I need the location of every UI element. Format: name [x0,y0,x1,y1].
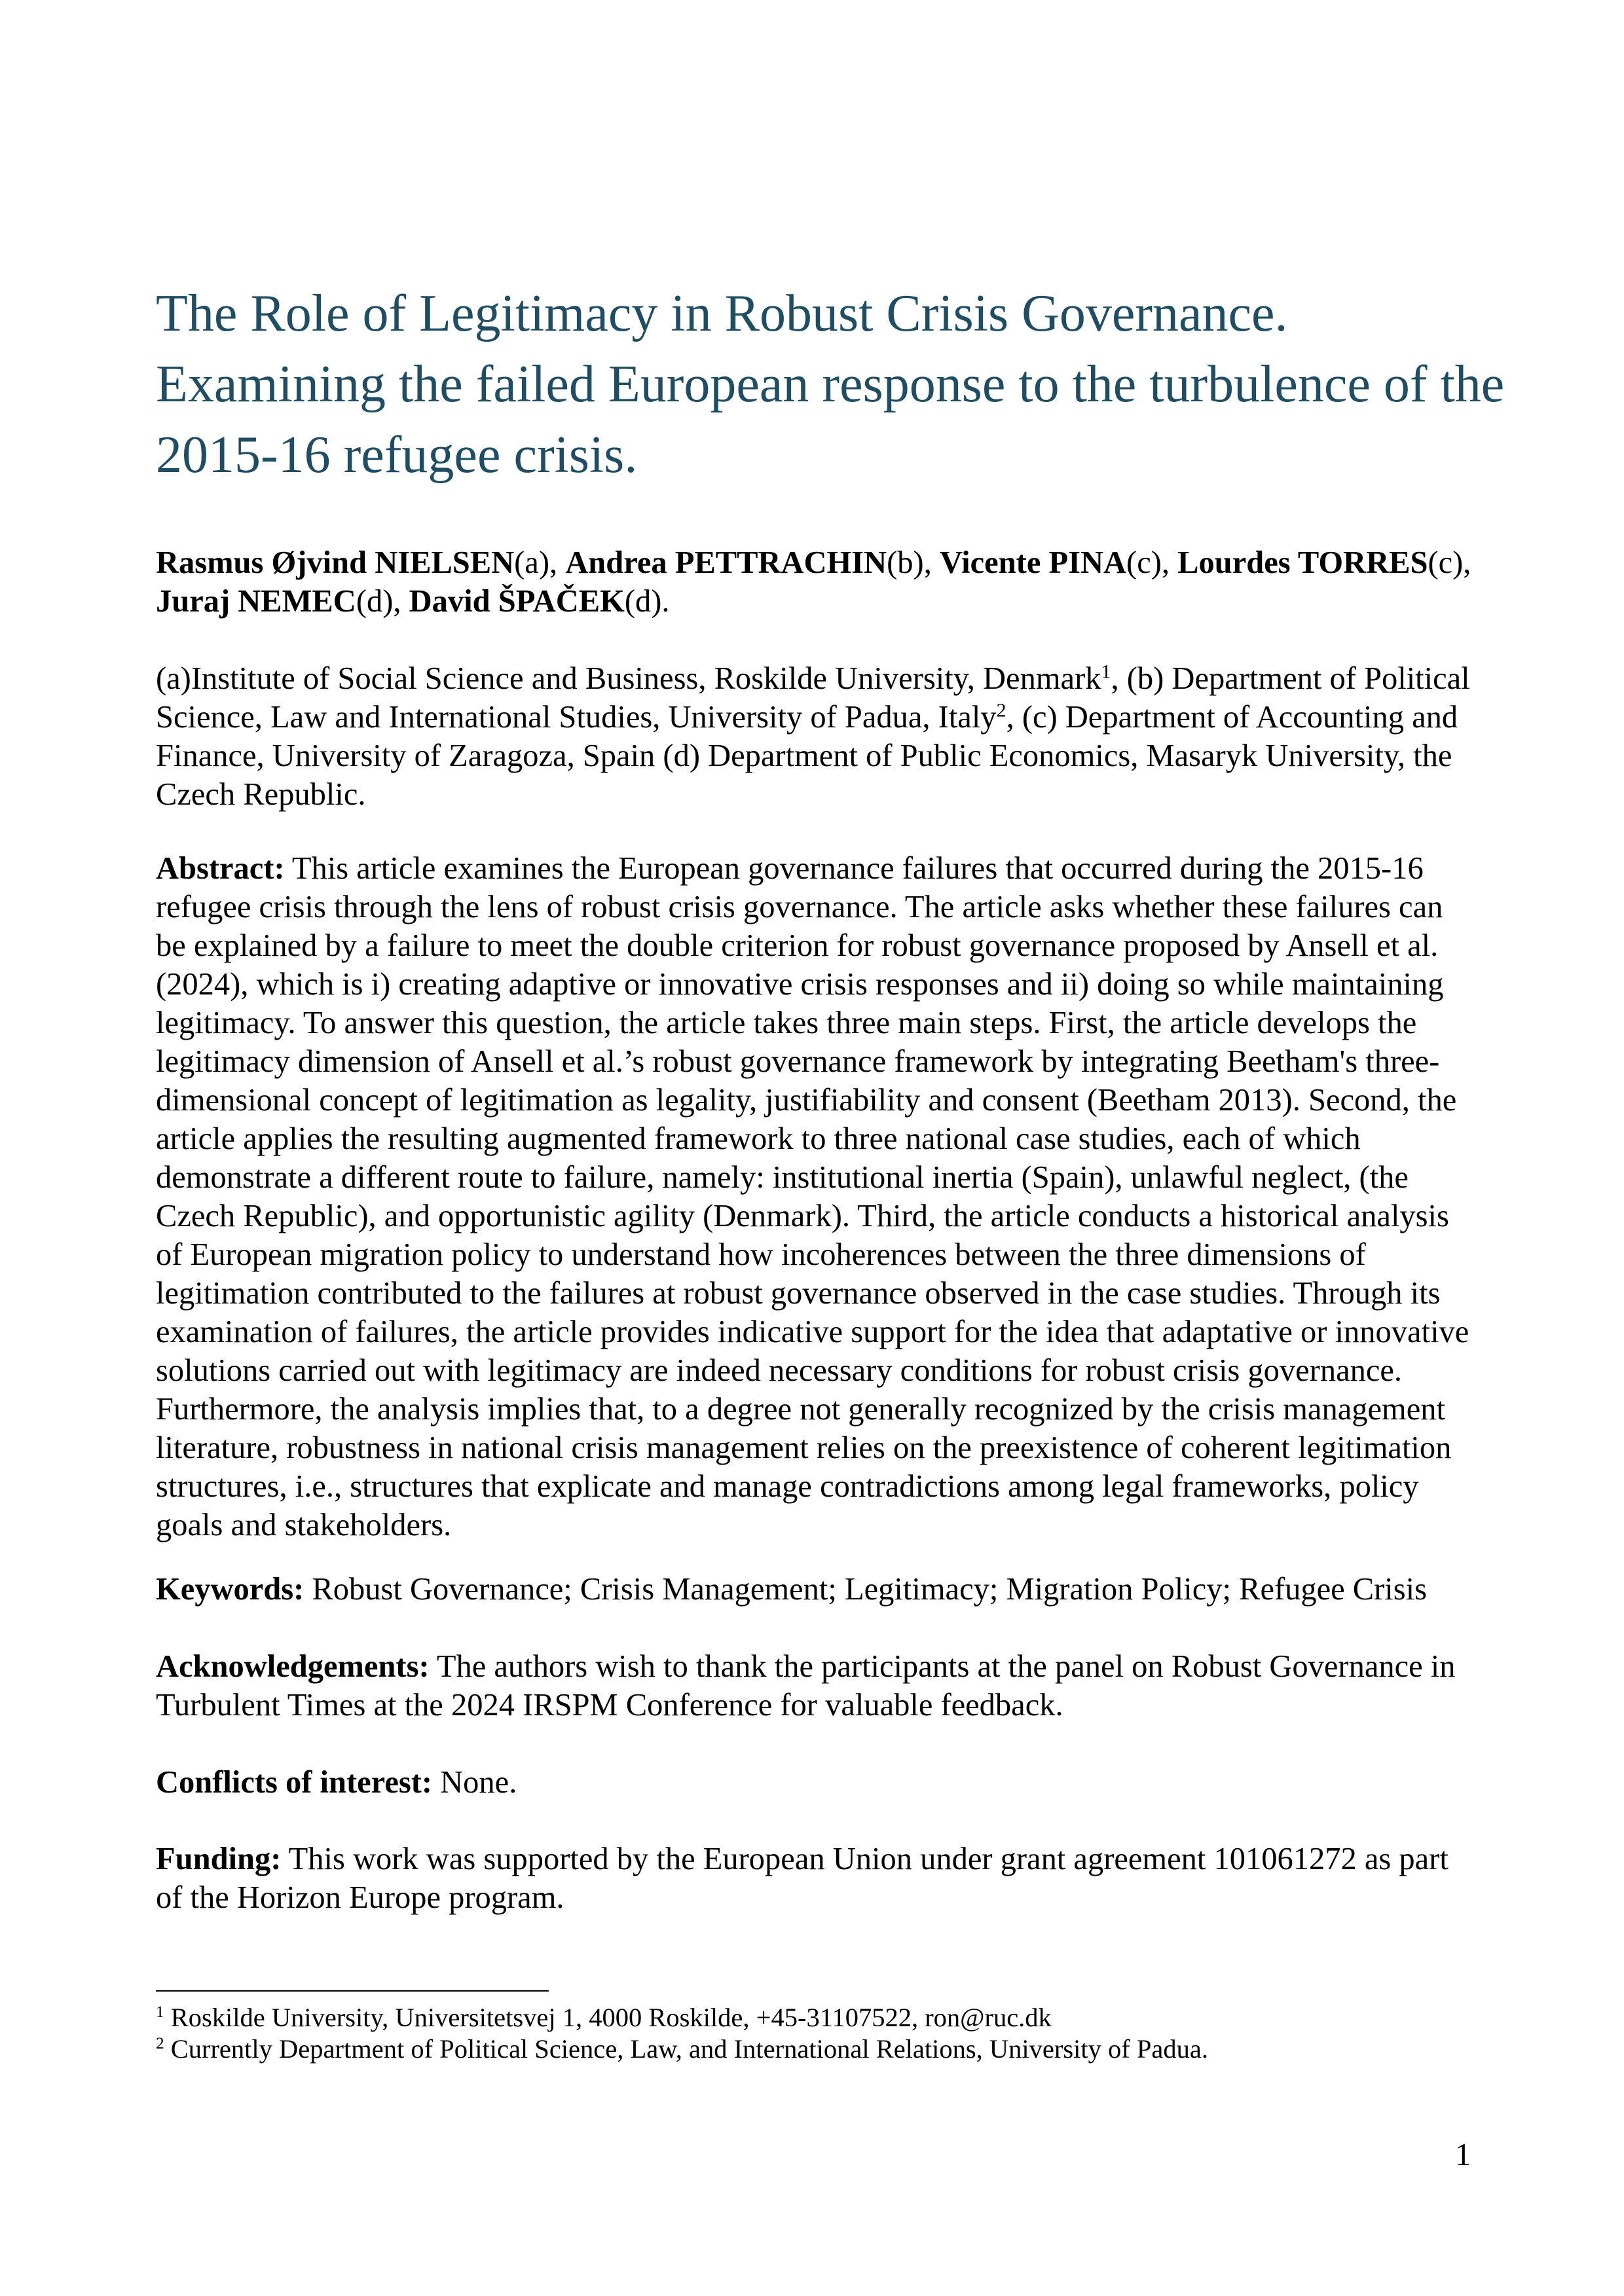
keywords-label: Keywords: [156,1572,304,1607]
author-affiliation-mark: (c) [1428,545,1464,580]
footnote-divider [156,1990,549,1992]
conflicts-text: None. [432,1765,517,1800]
abstract [156,849,1472,1544]
footnote-text: Currently Department of Political Science, Law, and International Relations, University of Padua. [164,2034,1208,2064]
author-affiliation-mark: (c) [1126,545,1162,580]
author-name: Lourdes TORRES [1177,545,1428,580]
keywords [156,1570,1472,1609]
footnote-ref-1[interactable]: 1 [1101,660,1111,683]
acknowledgements-label: Acknowledgements: [156,1649,430,1684]
paper-title: The Role of Legitimacy in Robust Crisis Governance. Examining the failed European response to the turbulence of the 2015-16 refugee crisis. [156,285,1505,484]
author-name: Rasmus Øjvind NIELSEN [156,545,515,580]
footnote-text: Roskilde University, Universitetsvej 1, 4000 Roskilde, +45-31107522, ron@ruc.dk [164,2003,1052,2032]
acknowledgements-text: The authors wish to thank the participants at the panel on Robust Governance in Turbulent Times at the 2024 IRSPM Conference for valuable feedback. [156,1649,1456,1722]
author-affiliation-mark: (a) [514,545,549,580]
author-name: Juraj NEMEC [156,584,356,619]
author-entry: Andrea PETTRACHIN(b), [565,545,940,580]
footnote-2 [156,2033,1472,2065]
footnote-1 [156,2002,1472,2033]
author-affiliation-mark: (d) [356,584,394,619]
conflicts-label: Conflicts of interest: [156,1765,433,1800]
author-name: Vicente PINA [939,545,1127,580]
abstract-label: Abstract: [156,851,285,886]
author-name: Andrea PETTRACHIN [565,545,887,580]
footnote-mark: 2 [156,2035,164,2053]
funding-text: This work was supported by the European Union under grant agreement 101061272 as part of the Horizon Europe program. [156,1842,1449,1915]
author-list [156,543,1472,621]
author-affiliation-mark: (b) [887,545,924,580]
footnote-ref-2[interactable]: 2 [996,699,1006,721]
funding [156,1840,1472,1917]
conflicts-of-interest [156,1763,1472,1802]
affiliations: (a)Institute of Social Science and Business, Roskilde University, Denmark$^1$, (b) Department of Political Science, Law and International Studies, University of Padua, Italy$^2$, (c) Department of Accounting and Finance, University of Zaragoza, Spain (d) Department of Public Economics, Masaryk University, the Czech Republic. [156,660,1470,812]
footnotes [156,2002,1472,2065]
author-entry: Vicente PINA(c), [939,545,1178,580]
acknowledgements [156,1647,1472,1724]
keywords-text: Robust Governance; Crisis Management; Legitimacy; Migration Policy; Refugee Crisis [304,1572,1428,1607]
funding-label: Funding: [156,1842,282,1876]
footnote-mark: 1 [156,2003,164,2022]
author-entry: Rasmus Øjvind NIELSEN(a), [156,545,566,580]
author-name: David ŠPAČEK [409,584,625,619]
author-entry: Lourdes TORRES(c), [1177,545,1471,580]
author-affiliation-mark: (d) [624,584,662,619]
author-entry: Juraj NEMEC(d), [156,584,409,619]
abstract-text: This article examines the European governance failures that occurred during the 2015-16 refugee crisis through the lens of robust crisis governance. The article asks whether these failures can be explained by a failure to meet the double criterion for robust governance proposed by Ansell et al. (2024), which is i) creating adaptive or innovative crisis responses and ii) doing so while maintaining legitimacy. To answer this question, the article takes three main steps. First, the article develops the legitimacy dimension of Ansell et al.’s robust governance framework by integrating Beetham's three-dimensional concept of legitimation as legality, justifiability and consent (Beetham 2013). Second, the article applies the resulting augmented framework to three national case studies, each of which demonstrate a different route to failure, namely: institutional inertia (Spain), unlawful neglect, (the Czech Republic), and opportunistic agility (Denmark). Third, the article conducts a historical analysis of European migration policy to understand how incoherences between the three dimensions of legitimation contributed to the failures at robust governance observed in the case studies. Through its examination of failures, the article provides indicative support for the idea that adaptative or innovative solutions carried out with legitimacy are indeed necessary conditions for robust crisis governance. Furthermore, the analysis implies that, to a degree not generally recognized by the crisis management literature, robustness in national crisis management relies on the preexistence of coherent legitimation structures, i.e., structures that explicate and manage contradictions among legal frameworks, policy goals and stakeholders. [156,851,1469,1542]
page-number: 1 [1455,2138,1471,2172]
author-entry: David ŠPAČEK(d). [409,584,670,619]
